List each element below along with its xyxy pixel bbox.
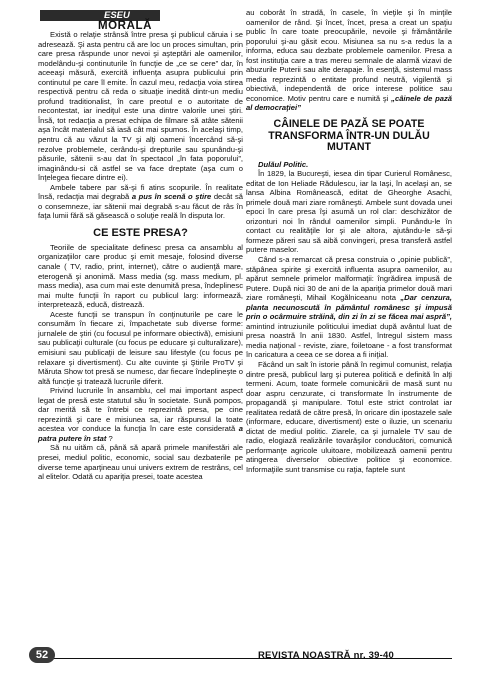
paragraph (246, 255, 452, 360)
page-number-badge: 52 (29, 647, 55, 663)
paragraph-text: Când s-a remarcat că presa construia o „opinie publică”, stăpânea spirite şi exercită influenta asupra oamenilor, au apărut semnele primelor malformaţii: îngrădirea impusă de Putere. După nici 30 de ani de la apariţia primelor două mari ziare româneşti, Mihail Kogălniceanu nota (246, 254, 452, 303)
section-heading: CE ESTE PRESA? (93, 226, 188, 239)
emphasis-text: a pus în scenă o ştire (131, 192, 212, 202)
article-title: MORALĂ (97, 20, 153, 32)
paragraph (38, 386, 243, 443)
paragraph: Aceste funcţii se transpun în conţinuturile pe care le consumăm în fiecare zi, împachetate sub diverse forme: jurnalele de ştiri (cu focusul pe informare obiectivă), emisiuni sau publicaţii culturale (cu focus pe educare şi culturalizare), emisiuni sau publicaţii de leisure sau lifestyle (cu focus pe relaxare şi divertisment). Cu alte cuvinte şi Ştirile ProTV şi Măruta Show tot presă se numesc, dar fiecare îndeplineşte o altă funcţie şi tratează lucrurile diferit. (38, 309, 243, 386)
paragraph: Există o relaţie strânsă între presa şi publicul căruia i se adresează. Şi asta pentru că are loc un proces simultan, prin care presa răspunde unor nevoi şi aşteptări ale oamenilor, modelându-şi continuturile în funcţie de „ce se cere” dar, în aceeaşi măsură, exercită influenţa asupra publicului prin continutul pe care îl emite. În cazul meu, redacţia voia stirea respectivă pentru că reda o situaţie inedită dintr-un mediu profund traditionalist, în care preotul e o autoritate de necontestat, iar inediţul este una dintre valorile unei ştiri. Însă, tot redacţia a presat echipa de filmare să atâte sătenii aşa încât materialul să iasă cât mai spumos. În acelaşi timp, pentru că au văzut la TV şi alţi oameni încercând să-şi rezolve problemele, cerându-şi drepturile sau spunându-şi păsurile, sătenii s-au dat în spectacol „în fata poporului”, imaginându-si că astfel se va face dreptate (aşa cum o înţelegea fiecare dintre ei). (38, 30, 243, 183)
magazine-footer (258, 650, 394, 661)
paragraph-text: au coborât în stradă, în casele, în vieţile şi în minţile oamenilor de rând. Şi încet, încet, presa a creat un spaţiu public în care toate preocupările, nevoile şi frământările poporului şi-au găsit ecou. Misiunea sa nu s-a redus la a informa, educa sau dezbate problemele oamenilor. Presa a fost instituţia care a tras mereu semnale de alarmă vizavi de abuzurile Puterii sau alte derapaje. În esenţă, sistemul mass media reprezintă o entitate profund neutră, vigilentă şi obiectivă, independentă de orice interese politice sau economice. Motiv pentru care e numită şi (246, 8, 452, 103)
right-column (246, 8, 452, 475)
issue-number: nr. 39-40 (353, 650, 394, 661)
paragraph: Teoriile de specialitate definesc presa ca ansamblu al organizaţiilor care produc şi emit mesaje, folosind diverse canale ( TV, radio, print, internet), către o audienţă mare, eterogenă şi anonimă. Mass media (sg. mass medium, pl. mass media), asa cum mai este denumită presa, îndeplinesc mai multe funcţii în raport cu publicul larg: informează, interpretează, educă, distrează. (38, 242, 243, 310)
paragraph-text: ? (106, 433, 113, 443)
paragraph (246, 8, 452, 113)
magazine-name: REVISTA NOASTRĂ (258, 650, 351, 661)
paragraph-text: Privind lucrurile în ansamblu, cel mai important aspect legat de presă este statutul său în societate. Sună pompos, dar merită să te întrebi ce reprezintă presa, pe cine reprezintă şi care e misiunea sa, iar răspunsul la toate acestea vor conduce la funcţia în care este considerată (38, 386, 243, 434)
paragraph-text: decât să o consemneze, iar sătenii mai degrabă s-au făcut de râs în faţa lumii fără să găsească o soluţie reală în disputa lor. (38, 192, 243, 221)
subheading: Dulăul Politic. (258, 159, 309, 169)
section-tag: ESEU (40, 10, 160, 21)
paragraph: Să nu uităm că, până să apară primele manifestări ale presei, mediul politic, economic, social sau dezbaterile pe diverse teme aparţineau unui univers extrem de restrâns, cel al elitelor. Odată cu apariţia presei, toate acestea (38, 443, 243, 482)
quote-text: „Dar cenzura, planta necunoscută în pământul românesc şi impusă prin o ocârmuire străină, din zi în zi se făcea mai aspră”, (246, 293, 452, 322)
section-heading: CÂINELE DE PAZĂ SE POATE TRANSFORMA ÎNTR-UN DULĂU MUTANT (268, 118, 430, 154)
paragraph-text: amintind (246, 321, 275, 331)
paragraph: Făcând un salt în istorie până în regimul comunist, relaţia dintre presă, publicul larg şi puterea politică e definită în alţi termeni. Acum, toate formele comunicării de masă sunt nu doar aspru cenzurate, ci transformate în instrumente de propagandă şi manipulare. Totul este strict controlat iar realitatea redată de către presă, în oricare din ipostazele sale (informare, educare, divertisment) este o iluzie, un scenariu dictat de mediul politic. Ziarele, ca şi jurnalele TV sau de radio, elogiază realizările tovarăşilor conducători, comunică performanţe agricole uluitoare, mobilizează oamenii pentru atingerea diverselor obiective politice şi economice. Informaţiile sunt transmise cu raţia, faptele sunt (246, 360, 452, 475)
paragraph-text: intruziunile politicului imediat după avântul luat de presa noastră în anii 1830. Astfel, întregul sistem mass media naţional - reviste, ziare, foiletoane - a fost transformat în caricatura a ceea ce se dorea a fi iniţial. (246, 321, 452, 360)
emphasis-text: a patra putere în stat (38, 424, 243, 443)
paragraph (38, 183, 243, 221)
paragraph-text: Ambele tabere par să-şi fi atins scopurile. În realitate însă, redacţia mai degrabă (38, 182, 243, 202)
emphasis-text: „câinele de pază al democraţiei” (246, 93, 452, 113)
left-column (38, 30, 243, 482)
paragraph: În 1829, la Bucureşti, iesea din tipar Curierul Românesc, editat de Ion Heliade Rădulescu, iar la Iaşi, în acelaşi an, se lansa Albina Românească, editat de Gheorghe Asachi, primele două mari ziare româneşti. Ambele sunt dovada unei epoci în care presa îşi asumă un rol clar: deschizător de orizonturi noi în rândul oamenilor simpli. Punându-le în contact cu realităţile lor şi ale altora, ajutându-le să-şi formeze păreri sau să aibă convingeri, presa transferă astfel putere maselor. (246, 169, 452, 255)
